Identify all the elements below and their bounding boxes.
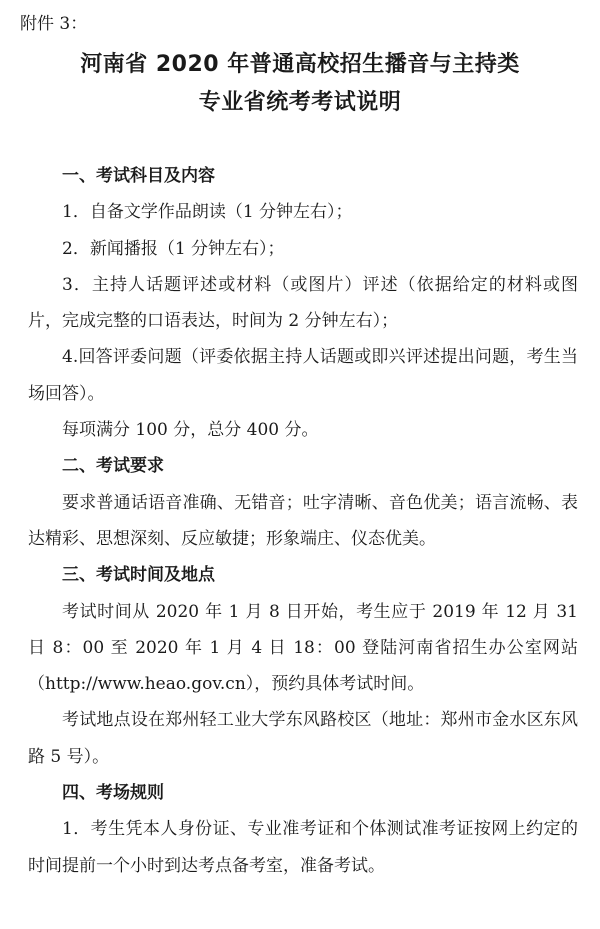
paragraph: 考试地点设在郑州轻工业大学东风路校区（地址：郑州市金水区东风路 5 号）。	[28, 710, 578, 767]
attachment-label: 附件 3：	[20, 14, 88, 34]
document-title-line-1: 河南省 2020 年普通高校招生播音与主持类	[80, 52, 520, 77]
paragraph: 3．主持人话题评述或材料（或图片）评述（依据给定的材料或图片，完成完整的口语表达，时间为 2 分钟左右）；	[28, 274, 578, 332]
paragraph: 考试时间从 2020 年 1 月 8 日开始，考生应于 2019 年 12 月 31 日 8：00 至 2020 年 1 月 4 日 18：00 登陆河南省招生办公室网站（http://www.heao.gov.cn），预约具体考试时间。	[28, 601, 578, 695]
document-title-line-2: 专业省统考考试说明	[198, 90, 402, 115]
section-heading-requirements: 二、考试要求	[62, 456, 164, 477]
section-heading-subjects: 一、考试科目及内容	[62, 166, 215, 186]
paragraph: 2．新闻播报（1 分钟左右）；	[62, 238, 285, 259]
paragraph: 每项满分 100 分，总分 400 分。	[62, 420, 319, 441]
paragraph: 要求普通话语音准确、无错音；吐字清晰、音色优美；语言流畅、表达精彩、思想深刻、反应敏捷；形象端庄、仪态优美。	[28, 492, 578, 549]
paragraph: 1．自备文学作品朗读（1 分钟左右）；	[62, 202, 353, 223]
paragraph: 4.回答评委问题（评委依据主持人话题或即兴评述提出问题，考生当场回答）。	[28, 347, 578, 404]
section-heading-rules: 四、考场规则	[62, 783, 164, 804]
section-heading-time-location: 三、考试时间及地点	[62, 565, 215, 586]
document-body	[28, 158, 578, 884]
paragraph: 1．考生凭本人身份证、专业准考证和个体测试准考证按网上约定的时间提前一个小时到达考点备考室，准备考试。	[28, 819, 578, 876]
